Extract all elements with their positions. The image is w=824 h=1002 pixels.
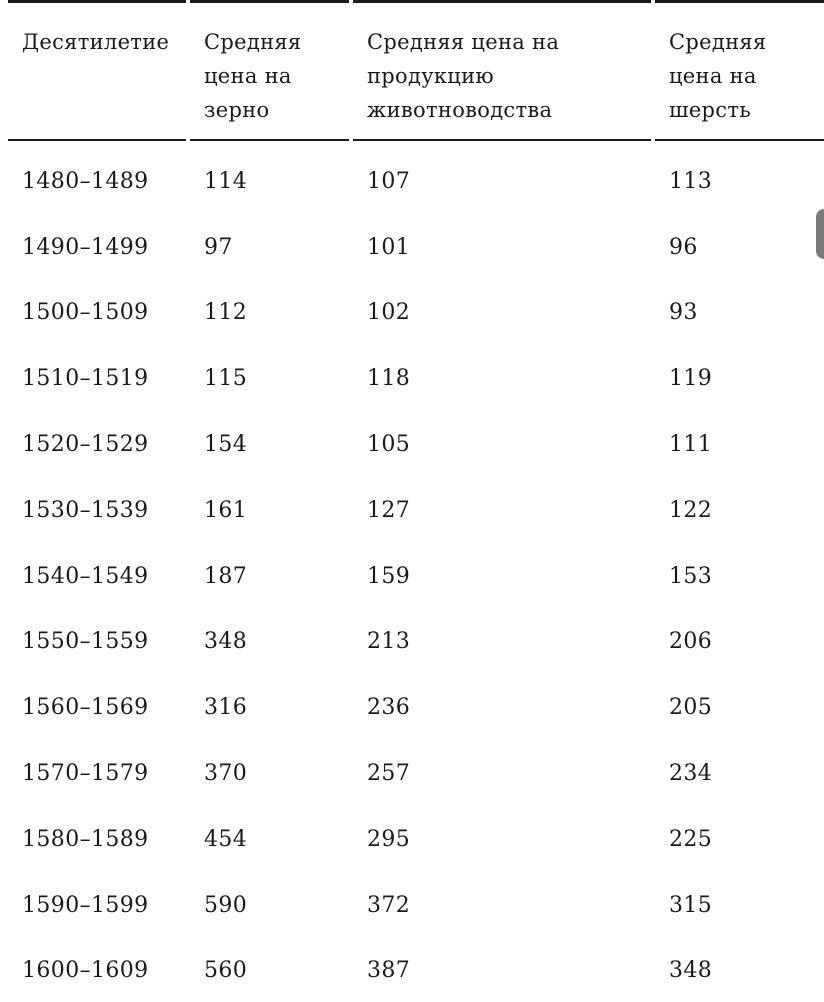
table-row — [8, 141, 824, 215]
cell-wool-price: 93 — [669, 300, 698, 326]
cell-livestock-price: 118 — [367, 366, 411, 392]
cell-livestock-price: 236 — [367, 695, 411, 721]
cell-wool-price: 234 — [669, 761, 713, 787]
cell-grain-price: 187 — [204, 563, 248, 589]
header-row — [8, 0, 824, 141]
table-row — [8, 675, 824, 741]
cell-livestock-price: 295 — [367, 826, 411, 852]
table-row — [8, 412, 824, 478]
cell-livestock-price: 105 — [367, 432, 411, 458]
table-row — [8, 346, 824, 412]
cell-decade: 1550–1559 — [22, 629, 149, 655]
cell-grain-price: 590 — [204, 892, 248, 918]
header-decade: Десятилетие — [8, 0, 186, 141]
cell-livestock-price: 213 — [367, 629, 411, 655]
table-row — [8, 478, 824, 544]
table-body — [8, 141, 824, 1002]
table-row — [8, 610, 824, 676]
cell-livestock-price: 387 — [353, 939, 651, 1002]
scroll-handle[interactable] — [816, 209, 824, 259]
cell-wool-price: 206 — [669, 629, 713, 655]
cell-grain-price: 161 — [204, 497, 248, 523]
cell-livestock-price: 102 — [367, 300, 411, 326]
cell-livestock-price: 257 — [367, 761, 411, 787]
header-grain-price: Средняя цена на зерно — [190, 0, 349, 141]
cell-decade: 1520–1529 — [22, 432, 149, 458]
cell-grain-price: 97 — [204, 234, 233, 260]
cell-decade: 1540–1549 — [22, 563, 149, 589]
cell-livestock-price: 127 — [367, 497, 411, 523]
cell-wool-price: 348 — [655, 939, 824, 1002]
table-row — [8, 873, 824, 939]
cell-grain-price: 454 — [204, 826, 248, 852]
cell-grain-price: 316 — [204, 695, 248, 721]
cell-grain-price: 370 — [204, 761, 248, 787]
cell-grain-price: 348 — [204, 629, 248, 655]
cell-grain-price: 114 — [204, 168, 248, 194]
table-header — [8, 0, 824, 141]
header-wool-price: Средняя цена на шерсть — [655, 0, 824, 141]
cell-grain-price: 112 — [204, 300, 248, 326]
table-row — [8, 215, 824, 281]
cell-decade: 1600–1609 — [8, 939, 186, 1002]
cell-decade: 1510–1519 — [22, 366, 149, 392]
cell-wool-price: 111 — [669, 432, 713, 458]
table-row — [8, 281, 824, 347]
cell-grain-price: 154 — [204, 432, 248, 458]
cell-livestock-price: 372 — [367, 892, 411, 918]
cell-wool-price: 205 — [669, 695, 713, 721]
header-livestock-price: Средняя цена на продукцию животноводства — [353, 0, 651, 141]
cell-decade: 1480–1489 — [22, 168, 149, 194]
cell-decade: 1490–1499 — [22, 234, 149, 260]
table-row — [8, 544, 824, 610]
cell-decade: 1560–1569 — [22, 695, 149, 721]
cell-decade: 1570–1579 — [22, 761, 149, 787]
cell-livestock-price: 159 — [367, 563, 411, 589]
cell-grain-price: 560 — [190, 939, 349, 1002]
cell-wool-price: 122 — [669, 497, 713, 523]
cell-decade: 1590–1599 — [22, 892, 149, 918]
cell-wool-price: 315 — [669, 892, 713, 918]
table-row — [8, 741, 824, 807]
cell-wool-price: 119 — [669, 366, 713, 392]
cell-grain-price: 115 — [204, 366, 248, 392]
table-row — [8, 939, 824, 1002]
cell-decade: 1580–1589 — [22, 826, 149, 852]
cell-decade: 1500–1509 — [22, 300, 149, 326]
cell-wool-price: 225 — [669, 826, 713, 852]
cell-decade: 1530–1539 — [22, 497, 149, 523]
cell-wool-price: 113 — [669, 168, 713, 194]
table-row — [8, 807, 824, 873]
price-table — [4, 0, 824, 1002]
cell-livestock-price: 101 — [367, 234, 411, 260]
cell-wool-price: 96 — [669, 234, 698, 260]
cell-wool-price: 153 — [669, 563, 713, 589]
cell-livestock-price: 107 — [367, 168, 411, 194]
